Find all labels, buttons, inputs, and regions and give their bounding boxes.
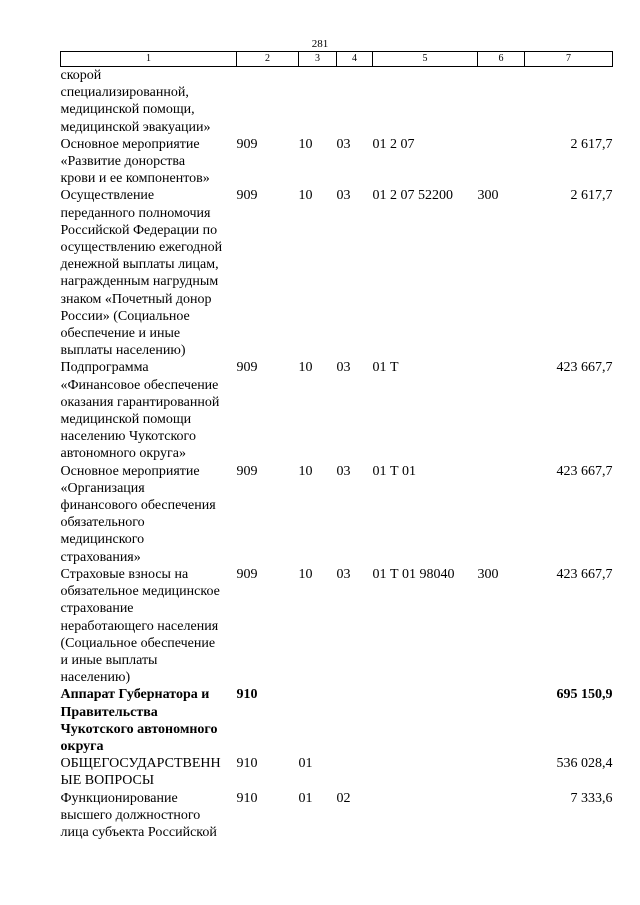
column-number-6: 6 — [478, 52, 525, 67]
expense-type-code — [478, 359, 525, 462]
budget-table — [60, 51, 613, 841]
subsection-code — [337, 755, 373, 789]
ministry-code: 910 — [236, 756, 258, 772]
target-article-code: 01 2 07 — [372, 136, 415, 152]
expense-type-code — [478, 136, 525, 188]
table-row — [61, 755, 613, 789]
section-code: 01 — [298, 790, 313, 806]
ministry-code: 910 — [236, 687, 258, 703]
expense-type-code: 300 — [477, 566, 499, 582]
section-code: 10 — [298, 136, 313, 152]
ministry-code: 909 — [236, 463, 258, 479]
row-name: скорой специализированной, медицинской помощи, медицинской эвакуации» — [60, 68, 211, 135]
column-number-5: 5 — [373, 52, 478, 67]
subsection-code: 03 — [336, 566, 351, 582]
expense-type-code — [478, 67, 525, 136]
section-code — [299, 67, 337, 136]
table-row — [61, 359, 613, 462]
table-row — [61, 790, 613, 842]
section-code: 10 — [298, 463, 313, 479]
row-name: Осуществление переданного полномочия Российской Федерации по осуществлению ежегодной денежной выплаты лицам, награжденным нагрудным знаком «Почетный донор России» (Социальное обеспечение и иные выплаты населению) — [60, 188, 223, 359]
ministry-code: 909 — [236, 136, 258, 152]
row-name: Основное мероприятие «Развитие донорства крови и ее компонентов» — [60, 136, 210, 187]
target-article-code: 01 Т 01 — [372, 463, 417, 479]
ministry-code: 909 — [236, 188, 258, 204]
subsection-code: 03 — [336, 360, 351, 376]
target-article-code — [373, 790, 478, 842]
row-name: Страховые взносы на обязательное медицинское страхование неработающего населения (Социальное обеспечение и иные выплаты населению) — [60, 566, 220, 686]
row-name: Основное мероприятие «Организация финансового обеспечения обязательного медицинского страхования» — [60, 463, 216, 565]
table-row — [61, 67, 613, 136]
column-number-3: 3 — [299, 52, 337, 67]
amount — [525, 67, 613, 136]
target-article-code — [373, 755, 478, 789]
row-name: Аппарат Губернатора и Правительства Чукотского автономного округа — [60, 687, 218, 754]
row-name: Функционирование высшего должностного лица субъекта Российской — [60, 790, 217, 840]
amount: 423 667,7 — [556, 566, 613, 582]
expense-type-code: 300 — [477, 188, 499, 204]
amount: 7 333,6 — [570, 790, 613, 806]
table-row — [61, 566, 613, 686]
subsection-code: 02 — [336, 790, 351, 806]
table-row — [61, 136, 613, 188]
row-name: ОБЩЕГОСУДАРСТВЕНН ЫЕ ВОПРОСЫ — [60, 756, 221, 789]
subsection-code — [337, 67, 373, 136]
amount: 423 667,7 — [556, 463, 613, 479]
expense-type-code — [478, 463, 525, 566]
column-number-header-row — [61, 52, 613, 67]
column-number-2: 2 — [237, 52, 299, 67]
section-code: 10 — [298, 360, 313, 376]
target-article-code: 01 Т 01 98040 — [372, 566, 455, 582]
column-number-1: 1 — [61, 52, 237, 67]
section-code: 10 — [298, 566, 313, 582]
ministry-code: 909 — [236, 566, 258, 582]
expense-type-code — [478, 790, 525, 842]
amount: 2 617,7 — [570, 136, 613, 152]
target-article-code: 01 Т — [372, 360, 399, 376]
page-number: 281 — [311, 38, 329, 50]
amount: 536 028,4 — [556, 756, 613, 772]
subsection-code: 03 — [336, 188, 351, 204]
row-name: Подпрограмма «Финансовое обеспечение оказания гарантированной медицинской помощи населению Чукотского автономного округа» — [60, 360, 220, 462]
subsection-code: 03 — [336, 463, 351, 479]
expense-type-code — [478, 755, 525, 789]
table-row — [61, 686, 613, 755]
section-code: 10 — [298, 188, 313, 204]
subsection-code — [337, 686, 373, 755]
table-row — [61, 187, 613, 359]
subsection-code: 03 — [336, 136, 351, 152]
amount: 2 617,7 — [570, 188, 613, 204]
ministry-code: 910 — [236, 790, 258, 806]
column-number-7: 7 — [525, 52, 613, 67]
target-article-code: 01 2 07 52200 — [372, 188, 453, 204]
column-number-4: 4 — [337, 52, 373, 67]
expense-type-code — [478, 686, 525, 755]
ministry-code — [237, 67, 299, 136]
amount: 695 150,9 — [556, 687, 613, 703]
amount: 423 667,7 — [556, 360, 613, 376]
budget-table-body — [61, 67, 613, 842]
ministry-code: 909 — [236, 360, 258, 376]
target-article-code — [373, 67, 478, 136]
section-code: 01 — [298, 756, 313, 772]
section-code — [299, 686, 337, 755]
table-row — [61, 463, 613, 566]
target-article-code — [373, 686, 478, 755]
